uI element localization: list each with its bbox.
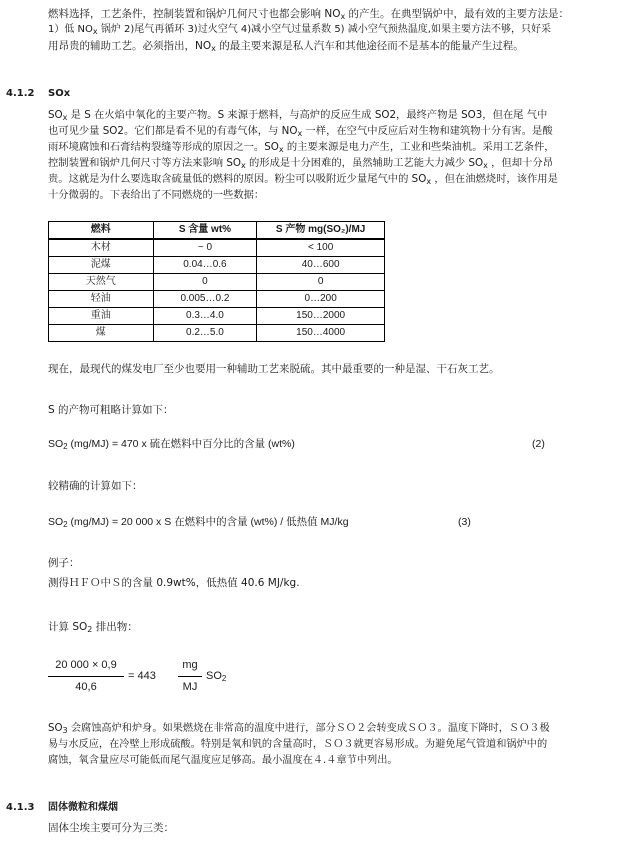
corrosion-paragraph [48,721,628,769]
table-cell: < 100 [257,239,385,257]
table-row [49,239,385,257]
table-cell: 泥煤 [49,257,154,274]
fraction-bar [48,676,124,677]
table-cell: 0…200 [257,291,385,308]
table-cell: 0 [257,274,385,291]
emission-formula [48,657,227,695]
table-cell: 0.3…4.0 [153,308,257,325]
dust-categories-paragraph: 固体尘埃主要可分为三类： [48,822,174,834]
example-label: 例子： [48,557,80,569]
equation-number-2: (2) [532,438,545,450]
header-s-product: S 产物 mg(SO₂)/MJ [257,222,385,240]
formula-result: = 443 [128,670,156,682]
header-s-content: S 含量 wt% [153,222,257,240]
table-header-row [49,222,385,240]
intro-line-1: 燃料选择，工艺条件，控制装置和锅炉几何尺寸也都会影响 $NO_x$ 的产生。在典型锅炉中，最有效的主要方法是： [48,8,570,21]
section-heading-4-1-2 [6,86,70,102]
formula-numerator: 20 000 × 0,9 [55,659,117,671]
sox-line-6: 十分微弱的。下表给出了不同燃烧的一些数据： [48,189,265,201]
rough-calc-paragraph: S 的产物可粗略计算如下： [48,404,174,416]
sox-paragraph [48,107,628,203]
table-cell: 150…2000 [257,308,385,325]
table-cell: 40…600 [257,257,385,274]
table-cell: 0 [153,274,257,291]
section-number: 4.1.2 [6,88,35,99]
corrosion-line-1: $SO_3$ 会腐蚀高炉和炉身。如果燃烧在非常高的温度中进行，部分ＳＯ２会转变成ＳＯ３。温度下降时，ＳＯ３极 [48,723,550,735]
equation-3: $SO_2$ (mg/MJ) = 20 000 x S 在燃料中的含量 (wt%) / 低热值 MJ/kg [48,516,349,529]
section-number: 4.1.3 [6,802,35,813]
corrosion-line-2: 易与水反应，在冷壁上形成硫酸。特别是氧和钒的含量高时，ＳＯ３就更容易形成。为避免尾气管道和锅炉中的 [48,739,548,750]
table-row [49,257,385,274]
precise-calc-paragraph: 较精确的计算如下： [48,480,143,492]
sox-line-1: $SO_x$ 是 S 在火焰中氧化的主要产物。S 来源于燃料，与高炉的反应生成 SO2，最终产物是 SO3，但在尾 气中 [48,109,548,122]
table-cell: 轻油 [49,291,154,308]
table-cell: 木材 [49,239,154,257]
header-fuel: 燃料 [49,222,154,240]
formula-denominator: 40,6 [75,681,97,693]
sox-line-5: 贵。这就是为什么要选取含硫量低的燃料的原因。粉尘可以吸附近少量尾气中的 $SO_x$ ，但在油燃烧时，该作用是 [48,173,558,186]
corrosion-line-3: 腐蚀，氧含量应尽可能低而尾气温度应足够高。最小温度在４.４章节中列出。 [48,755,398,766]
table-row [49,274,385,291]
table-row [49,291,385,308]
formula-species: $SO_2$ [206,670,227,683]
table-cell: 煤 [49,325,154,342]
measured-paragraph: 测得ＨＦＯ中Ｓ的含量 0.9wt%，低热值 40.6 MJ/kg. [48,577,300,589]
intro-paragraph [48,6,628,54]
table-cell: 150…4000 [257,325,385,342]
sox-line-2: 也可见少量 SO2。它们都是看不见的有毒气体，与 $NO_x$ 一样，在空气中反应后对生物和建筑物十分有害。是酸 [48,125,553,138]
section-title: 固体微粒和煤烟 [48,802,118,813]
table-row [49,325,385,342]
table-cell: 重油 [49,308,154,325]
sox-line-4: 控制装置和锅炉几何尺寸等方法来影响 $SO_x$ 的形成是十分困难的，虽然辅助工艺能大力减少 $SO_x$ ，但却十分昂 [48,157,553,170]
sulfur-data-table [48,221,385,342]
sox-line-3: 雨环境腐蚀和石膏结构裂缝等形成的原因之一。$SO_x$ 的主要来源是电力产生，工业和些柴油机。采用工艺条件， [48,141,555,154]
table-cell: 0.04…0.6 [153,257,257,274]
intro-line-2: 1）低 $NO_x$ 锅炉 2)尾气再循环 3)过火空气 4)减小空气过量系数 5) 减小空气预热温度,如果主要方法不够，只好采 [48,24,551,36]
unit-denominator: MJ [182,681,198,693]
table-cell: ~ 0 [153,239,257,257]
table-cell: 0.2…5.0 [153,325,257,342]
unit-numerator: mg [182,659,198,671]
table-cell: 0.005…0.2 [153,291,257,308]
section-heading-4-1-3 [6,800,118,816]
intro-line-3: 用昂贵的辅助工艺。必须指出，$NO_x$ 的最主要来源是私人汽车和其他途径而不是基本的能量产生过程。 [48,40,524,53]
calc-emission-paragraph: 计算 $SO_2$ 排出物： [48,621,138,634]
equation-number-3: (3) [458,516,471,528]
section-title: SOx [48,88,71,99]
equation-2: $SO_2$ (mg/MJ) = 470 x 硫在燃料中百分比的含量 (wt%) [48,438,295,451]
unit-fraction-bar [178,676,202,677]
modern-plants-paragraph: 现在，最现代的煤发电厂至少也要用一种辅助工艺来脱硫。其中最重要的一种是湿、干石灰工艺。 [48,363,500,375]
table-row [49,308,385,325]
table-cell: 天然气 [49,274,154,291]
